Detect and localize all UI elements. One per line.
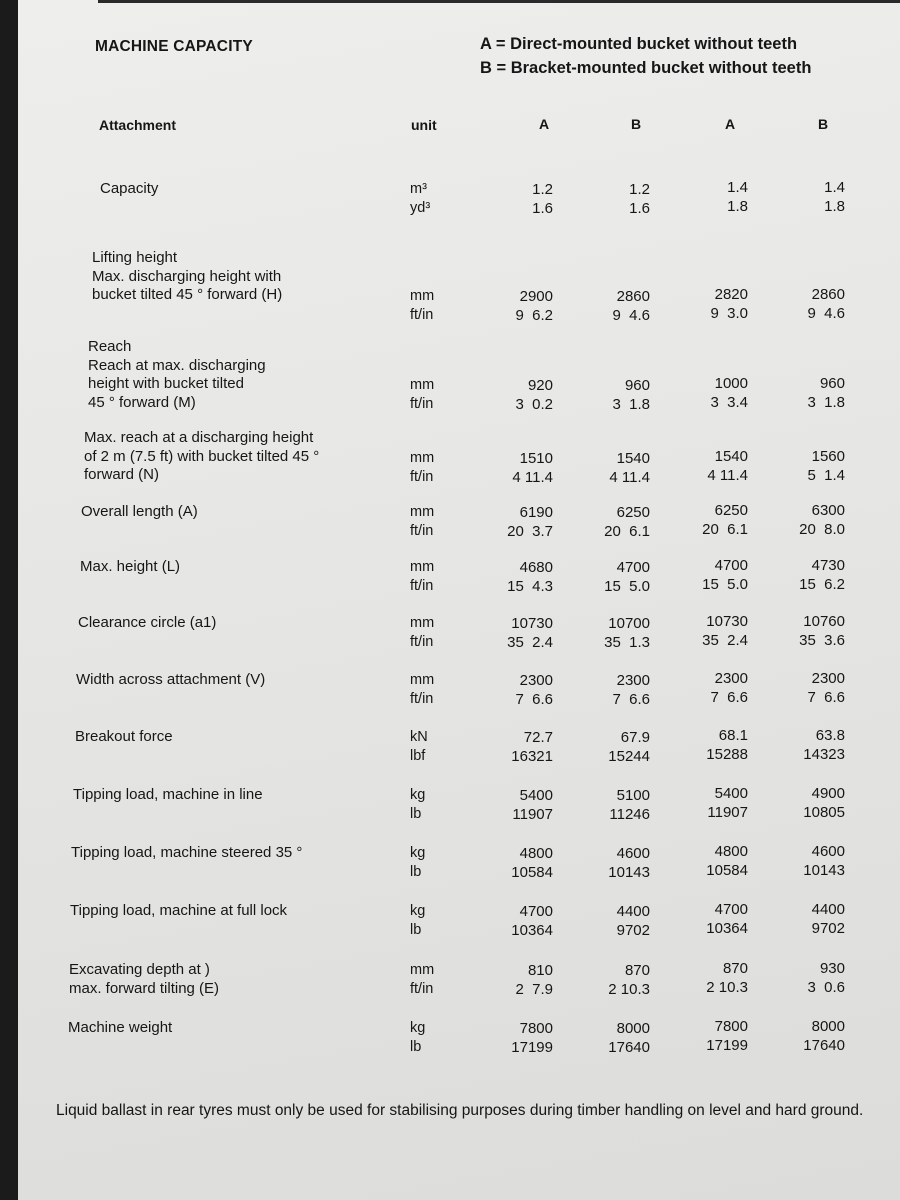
value-cell (570, 844, 650, 882)
row-units (410, 287, 434, 325)
value-line: 4600 (616, 845, 650, 862)
value-line: 5 1.4 (807, 467, 845, 484)
row-label (69, 961, 219, 998)
row-label-line: Lifting height (92, 249, 178, 266)
value-line: 2300 (714, 670, 748, 687)
header-col-2: B (630, 116, 642, 132)
row-label-line: max. forward tilting (E) (69, 979, 220, 997)
unit-cell: mm (410, 288, 435, 304)
value-line: 35 2.4 (507, 634, 553, 651)
unit-cell: mm (410, 559, 435, 575)
value-line: 10805 (803, 804, 845, 821)
value-cell (473, 902, 553, 940)
row-label (73, 786, 263, 805)
value-line: 6190 (519, 504, 553, 521)
footnote: Liquid ballast in rear tyres must only be used for stabilising purposes during timber handling on level and hard ground. (56, 1102, 864, 1119)
value-line: 15 5.0 (604, 578, 650, 595)
value-line: 960 (624, 377, 650, 394)
row-label (84, 429, 319, 485)
value-line: 20 6.1 (702, 521, 748, 538)
value-cell (473, 671, 553, 709)
value-line: 11246 (609, 806, 650, 823)
row-label (81, 503, 198, 522)
value-cell (570, 614, 650, 652)
row-label-line: Reach at max. discharging (88, 356, 266, 374)
unit-cell: lb (410, 1039, 422, 1055)
row-label-line: Machine weight (68, 1019, 173, 1036)
value-line: 1540 (616, 450, 650, 467)
value-cell (570, 376, 650, 414)
value-line: 3 3.4 (710, 394, 748, 411)
unit-cell: ft/in (410, 981, 434, 997)
value-line: 20 6.1 (604, 523, 650, 540)
row-label-line: forward (N) (84, 466, 160, 483)
header-unit: unit (411, 117, 437, 133)
value-line: 3 1.8 (807, 394, 845, 411)
row-label (80, 558, 180, 577)
value-cell (765, 669, 845, 707)
unit-cell: lbf (410, 748, 426, 764)
row-label-line: of 2 m (7.5 ft) with bucket tilted 45 ° (84, 447, 320, 465)
row-units (410, 961, 434, 999)
value-line: 10143 (608, 864, 650, 881)
row-label-line: Tipping load, machine at full lock (70, 902, 288, 919)
unit-cell: mm (410, 377, 435, 393)
value-line: 1.6 (532, 200, 553, 217)
unit-cell: ft/in (410, 307, 434, 323)
unit-cell: lb (410, 806, 422, 822)
value-line: 4400 (811, 901, 845, 918)
value-cell (473, 558, 553, 596)
header-col-1: A (538, 116, 550, 132)
value-cell (765, 501, 845, 539)
value-cell (668, 900, 748, 938)
value-cell (765, 784, 845, 822)
value-line: 4730 (811, 557, 845, 574)
value-line: 1.2 (532, 181, 553, 198)
value-line: 3 0.2 (515, 396, 553, 413)
row-label (75, 728, 173, 747)
row-units (410, 1019, 425, 1057)
unit-cell: ft/in (410, 578, 434, 594)
value-line: 6250 (616, 504, 650, 521)
header-col-4: B (817, 116, 829, 132)
header-attachment: Attachment (99, 117, 177, 133)
value-line: 870 (722, 960, 748, 977)
value-line: 9702 (616, 922, 650, 939)
row-units (410, 449, 434, 487)
value-line: 10730 (706, 613, 748, 630)
row-label-line: Reach (88, 338, 132, 355)
value-cell (668, 374, 748, 412)
value-cell (765, 726, 845, 764)
value-cell (570, 1019, 650, 1057)
value-cell (473, 376, 553, 414)
unit-cell: kN (410, 729, 428, 745)
value-cell (570, 786, 650, 824)
unit-cell: kg (410, 845, 426, 861)
row-units (410, 614, 434, 652)
value-line: 920 (527, 377, 553, 394)
value-line: 9 6.2 (515, 307, 553, 324)
value-line: 4800 (519, 845, 553, 862)
value-cell (668, 556, 748, 594)
value-cell (473, 728, 553, 766)
value-line: 5100 (616, 787, 650, 804)
value-cell (473, 503, 553, 541)
row-label-line: Tipping load, machine steered 35 ° (71, 844, 303, 861)
unit-cell: ft/in (410, 691, 434, 707)
row-label-line: Clearance circle (a1) (78, 614, 217, 631)
row-label (88, 338, 266, 412)
value-line: 1540 (714, 448, 748, 465)
value-cell (570, 180, 650, 218)
row-label-line: Overall length (A) (81, 503, 198, 520)
document-page (18, 0, 900, 1200)
value-line: 1.8 (727, 198, 748, 215)
value-line: 4400 (616, 903, 650, 920)
row-units (410, 902, 425, 940)
value-cell (570, 728, 650, 766)
row-label (71, 844, 302, 863)
row-label (92, 249, 282, 305)
row-units (410, 180, 430, 218)
value-line: 5400 (519, 787, 553, 804)
value-cell (765, 1017, 845, 1055)
value-cell (668, 285, 748, 323)
legend-b: B = Bracket-mounted bucket without teeth (480, 59, 812, 77)
value-line: 16321 (511, 748, 553, 765)
row-label-line: Max. reach at a discharging height (84, 429, 314, 446)
unit-cell: ft/in (410, 396, 434, 412)
unit-cell: mm (410, 672, 435, 688)
value-line: 15 6.2 (799, 576, 845, 593)
legend (480, 32, 811, 80)
value-line: 10143 (803, 862, 845, 879)
value-line: 72.7 (523, 729, 553, 746)
value-line: 11907 (707, 804, 748, 821)
row-units (410, 503, 434, 541)
value-line: 3 1.8 (612, 396, 650, 413)
value-line: 4700 (519, 903, 553, 920)
value-cell (668, 726, 748, 764)
unit-cell: m³ (410, 181, 427, 197)
row-label (78, 614, 216, 633)
value-line: 1.4 (824, 179, 845, 196)
row-label-line: Width across attachment (V) (76, 671, 266, 688)
value-line: 1000 (714, 375, 748, 392)
value-line: 4700 (714, 557, 748, 574)
unit-cell: lb (410, 922, 422, 938)
unit-cell: ft/in (410, 469, 434, 485)
row-label-line: 45 ° forward (M) (88, 393, 196, 411)
value-cell (570, 449, 650, 487)
row-label (100, 180, 158, 199)
value-line: 35 1.3 (604, 634, 650, 651)
value-cell (765, 556, 845, 594)
row-units (410, 671, 434, 709)
value-line: 4 11.4 (707, 467, 748, 484)
value-cell (570, 558, 650, 596)
value-line: 4700 (616, 559, 650, 576)
unit-cell: ft/in (410, 634, 434, 650)
top-rule (98, 0, 900, 3)
value-cell (668, 447, 748, 485)
value-line: 4680 (519, 559, 553, 576)
value-line: 7 6.6 (515, 691, 553, 708)
value-line: 960 (819, 375, 845, 392)
row-label (68, 1019, 172, 1038)
value-line: 2860 (811, 286, 845, 303)
value-line: 10730 (511, 615, 553, 632)
value-line: 10584 (706, 862, 748, 879)
value-cell (668, 842, 748, 880)
legend-a: A = Direct-mounted bucket without teeth (480, 35, 798, 53)
value-line: 2 10.3 (706, 979, 748, 996)
value-line: 15 5.0 (702, 576, 748, 593)
value-cell (765, 178, 845, 216)
value-line: 15244 (608, 748, 650, 765)
value-line: 10584 (511, 864, 553, 881)
value-cell (765, 900, 845, 938)
value-line: 20 3.7 (507, 523, 553, 540)
unit-cell: mm (410, 615, 435, 631)
value-line: 10700 (608, 615, 650, 632)
value-line: 2 10.3 (608, 981, 650, 998)
value-line: 10760 (803, 613, 845, 630)
value-cell (765, 612, 845, 650)
row-units (410, 844, 425, 882)
value-cell (473, 844, 553, 882)
header-col-3: A (724, 116, 736, 132)
value-cell (570, 287, 650, 325)
value-cell (570, 671, 650, 709)
unit-cell: mm (410, 450, 435, 466)
unit-cell: lb (410, 864, 422, 880)
row-label-line: Max. height (L) (80, 558, 181, 575)
row-units (410, 728, 428, 766)
row-label-line: Excavating depth at ) (69, 961, 210, 978)
value-line: 35 3.6 (799, 632, 845, 649)
value-line: 17199 (511, 1039, 553, 1056)
unit-cell: mm (410, 504, 435, 520)
value-cell (765, 842, 845, 880)
value-line: 67.9 (620, 729, 650, 746)
row-label (76, 671, 265, 690)
unit-cell: kg (410, 1020, 426, 1036)
value-cell (473, 180, 553, 218)
value-line: 2300 (519, 672, 553, 689)
value-cell (668, 959, 748, 997)
value-line: 6300 (811, 502, 845, 519)
value-line: 10364 (511, 922, 553, 939)
value-line: 1.6 (629, 200, 650, 217)
value-line: 7 6.6 (710, 689, 748, 706)
value-cell (765, 285, 845, 323)
value-line: 1.8 (824, 198, 845, 215)
value-cell (473, 961, 553, 999)
value-cell (570, 902, 650, 940)
value-line: 35 2.4 (702, 632, 748, 649)
row-label-line: Tipping load, machine in line (73, 786, 263, 803)
value-line: 4700 (714, 901, 748, 918)
value-line: 9 3.0 (710, 305, 748, 322)
value-cell (473, 287, 553, 325)
row-units (410, 786, 425, 824)
value-cell (668, 501, 748, 539)
value-line: 4900 (811, 785, 845, 802)
value-line: 2860 (616, 288, 650, 305)
value-line: 4600 (811, 843, 845, 860)
row-label-line: Max. discharging height with (92, 267, 282, 285)
value-line: 17640 (608, 1039, 650, 1056)
value-line: 9 4.6 (612, 307, 650, 324)
value-line: 8000 (616, 1020, 650, 1037)
value-line: 17640 (803, 1037, 845, 1054)
value-line: 15 4.3 (507, 578, 553, 595)
row-label-line: bucket tilted 45 ° forward (H) (92, 286, 283, 303)
value-cell (668, 784, 748, 822)
value-line: 7800 (519, 1020, 553, 1037)
value-cell (473, 786, 553, 824)
value-line: 4 11.4 (609, 469, 650, 486)
value-line: 20 8.0 (799, 521, 845, 538)
value-cell (765, 447, 845, 485)
row-units (410, 558, 434, 596)
value-line: 2900 (519, 288, 553, 305)
value-line: 930 (819, 960, 845, 977)
value-line: 2820 (714, 286, 748, 303)
value-cell (570, 503, 650, 541)
value-line: 11907 (512, 806, 553, 823)
value-line: 7 6.6 (612, 691, 650, 708)
unit-cell: mm (410, 962, 435, 978)
value-line: 15288 (706, 746, 748, 763)
value-cell (668, 669, 748, 707)
value-cell (668, 178, 748, 216)
value-line: 8000 (811, 1018, 845, 1035)
value-line: 2300 (616, 672, 650, 689)
row-label-line: Capacity (100, 180, 159, 197)
value-line: 6250 (714, 502, 748, 519)
value-line: 1.2 (629, 181, 650, 198)
row-label (70, 902, 287, 921)
value-line: 2 7.9 (515, 981, 553, 998)
value-line: 10364 (706, 920, 748, 937)
value-line: 1510 (519, 450, 553, 467)
value-line: 1.4 (727, 179, 748, 196)
value-cell (765, 959, 845, 997)
value-line: 14323 (803, 746, 845, 763)
value-cell (473, 614, 553, 652)
value-line: 63.8 (815, 727, 845, 744)
row-label-line: Breakout force (75, 728, 173, 745)
unit-cell: yd³ (410, 200, 431, 216)
value-line: 870 (624, 962, 650, 979)
value-line: 4 11.4 (512, 469, 553, 486)
value-line: 1560 (811, 448, 845, 465)
value-line: 2300 (811, 670, 845, 687)
value-cell (765, 374, 845, 412)
value-cell (668, 1017, 748, 1055)
unit-cell: ft/in (410, 523, 434, 539)
unit-cell: kg (410, 787, 426, 803)
value-line: 7800 (714, 1018, 748, 1035)
value-line: 9702 (811, 920, 845, 937)
value-line: 68.1 (718, 727, 748, 744)
value-cell (473, 1019, 553, 1057)
value-line: 4800 (714, 843, 748, 860)
value-line: 3 0.6 (807, 979, 845, 996)
row-label-line: height with bucket tilted (88, 375, 244, 392)
unit-cell: kg (410, 903, 426, 919)
value-cell (473, 449, 553, 487)
page-title: MACHINE CAPACITY (95, 38, 253, 55)
value-line: 17199 (706, 1037, 748, 1054)
value-cell (668, 612, 748, 650)
row-units (410, 376, 434, 414)
value-line: 5400 (714, 785, 748, 802)
value-line: 9 4.6 (807, 305, 845, 322)
value-cell (570, 961, 650, 999)
value-line: 810 (527, 962, 553, 979)
value-line: 7 6.6 (807, 689, 845, 706)
